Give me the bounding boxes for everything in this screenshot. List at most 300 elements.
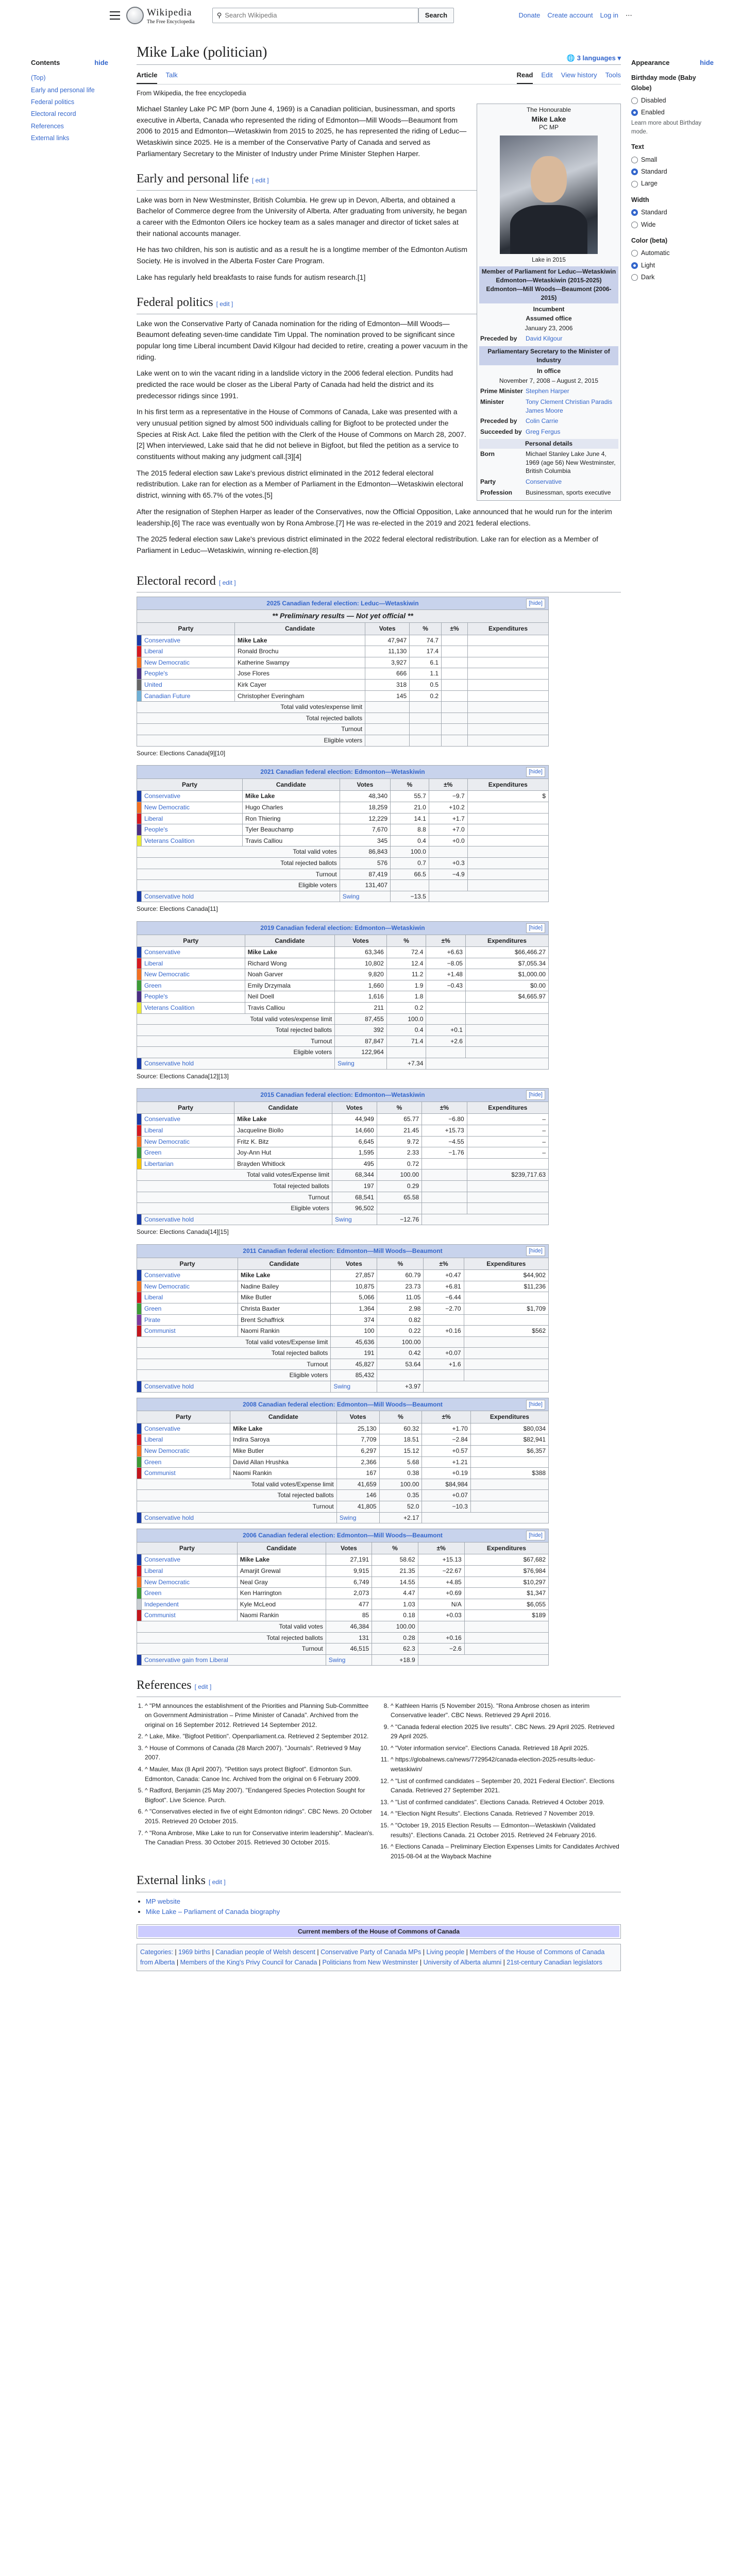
- table-hide-button[interactable]: [hide]: [526, 767, 545, 777]
- table-cell: [422, 1158, 467, 1170]
- table-row: [137, 1588, 549, 1599]
- table-cell: 68,541: [332, 1192, 377, 1203]
- table-cell: Mike Lake: [242, 791, 340, 802]
- party-color-swatch: [137, 635, 142, 646]
- table-cell: [442, 646, 468, 657]
- party-color-swatch: [137, 991, 142, 1003]
- table-cell: 27,857: [331, 1270, 377, 1281]
- table-cell: Mike Butler: [230, 1446, 336, 1457]
- table-cell[interactable]: Liberal: [142, 813, 243, 824]
- table-cell: [426, 1047, 466, 1058]
- preceded-by[interactable]: David Kilgour: [526, 334, 563, 342]
- table-cell[interactable]: Independent: [142, 1599, 238, 1610]
- table-cell[interactable]: Liberal: [142, 1125, 234, 1137]
- toc-item[interactable]: Federal politics: [31, 98, 75, 106]
- infobox: The Honourable Mike Lake PC MP Lake in 2015 Member of Parliament for Leduc—Wetaskiwin Edmonton—Wetaskiwin (2015-2025) Edmonton—Mill Woods—Beaumont (2006-2015) Incumbent Assumed office January 23, 2006 Preceded by David Kilgour Parliamentary Secretary to the Minister of Industry In office November 7, 2008 – August 2, 2015 Prime Minister Stephen Harper Minister Tony Clement Christian Paradis James Moore Preceded by Colin Carrie Succeeded by Greg Fergus Personal details Born Michael Stanley Lake June 4, 1969 (age 56) New Westminster, British Columbia Party Conservative Profession Businessman, sports executive: [477, 104, 621, 501]
- party-color-swatch: [137, 1381, 142, 1393]
- party-color-swatch: [137, 958, 142, 969]
- table-cell[interactable]: Communist: [142, 1326, 238, 1337]
- table-cell: Mike Lake: [245, 947, 335, 958]
- table-caption: [137, 1244, 549, 1258]
- edit-section-link[interactable]: [ edit ]: [194, 1683, 212, 1691]
- table-cell: [464, 1336, 548, 1348]
- appearance-option-width[interactable]: [631, 207, 714, 218]
- table-caption-text[interactable]: 2008 Canadian federal election: Edmonton—Mill Woods—Beaumont: [243, 1400, 443, 1408]
- table-cell[interactable]: Conservative: [142, 1423, 230, 1434]
- hold-label[interactable]: Conservative hold: [142, 1214, 332, 1225]
- table-cell[interactable]: New Democratic: [142, 1577, 238, 1588]
- table-cell: 100.00: [379, 1479, 422, 1490]
- table-cell: $82,941: [470, 1434, 548, 1446]
- tab-read[interactable]: Read: [517, 68, 533, 83]
- table-cell[interactable]: Conservative: [142, 635, 235, 646]
- table-row: [137, 635, 549, 646]
- totals-row: [137, 1370, 549, 1381]
- appearance-option-text[interactable]: [631, 178, 714, 190]
- category-link[interactable]: University of Alberta alumni: [423, 1958, 502, 1966]
- toc-item[interactable]: External links: [31, 134, 70, 142]
- table-cell: 66.5: [391, 869, 429, 880]
- category-link[interactable]: Members of the King's Privy Council for Canada: [180, 1958, 317, 1966]
- toc-item[interactable]: Electoral record: [31, 110, 76, 118]
- table-cell: 45,636: [331, 1336, 377, 1348]
- table-cell[interactable]: Liberal: [142, 958, 245, 969]
- totals-label: Eligible voters: [137, 735, 365, 747]
- table-hide-button[interactable]: [hide]: [526, 1090, 545, 1100]
- appearance-option-color[interactable]: [631, 272, 714, 283]
- party-color-swatch: [137, 1214, 142, 1225]
- totals-label: Turnout: [137, 724, 365, 735]
- table-cell[interactable]: Conservative: [142, 1270, 238, 1281]
- table-cell: 63,346: [335, 947, 387, 958]
- category-link[interactable]: Canadian people of Welsh descent: [215, 1948, 315, 1956]
- hold-label[interactable]: Conservative hold: [142, 1512, 337, 1523]
- column-header: Party: [137, 935, 245, 947]
- table-cell: 60.79: [377, 1270, 424, 1281]
- table-cell: 6,645: [332, 1136, 377, 1147]
- table-cell: [467, 824, 548, 836]
- table-cell: +0.16: [418, 1632, 464, 1643]
- table-cell: [410, 702, 442, 713]
- edit-section-link[interactable]: [ edit ]: [216, 300, 233, 308]
- table-cell: 11.05: [377, 1292, 424, 1303]
- table-cell[interactable]: Libertarian: [142, 1158, 234, 1170]
- election-table: [137, 921, 549, 1070]
- swing-label[interactable]: Swing: [335, 1058, 387, 1070]
- table-cell: 100.00: [377, 1336, 424, 1348]
- wikipedia-logo[interactable]: [126, 5, 195, 26]
- edit-section-link[interactable]: [ edit ]: [208, 1878, 226, 1886]
- user-menu-icon[interactable]: ⋯: [626, 11, 632, 19]
- table-cell: [467, 835, 548, 846]
- table-cell: +0.03: [418, 1610, 464, 1621]
- party-color-swatch: [137, 646, 142, 657]
- table-cell[interactable]: Green: [142, 1456, 230, 1468]
- toc-title: Contents: [31, 59, 60, 66]
- table-cell: 4.47: [372, 1588, 418, 1599]
- table-cell: 86,843: [340, 846, 390, 858]
- born: Michael Stanley Lake June 4, 1969 (age 56) New Westminster, British Columbia: [526, 450, 616, 475]
- swing-label[interactable]: Swing: [332, 1214, 377, 1225]
- totals-label: Total rejected ballots: [137, 857, 340, 869]
- appearance-option-birthday[interactable]: [631, 107, 714, 118]
- radio-icon[interactable]: [631, 168, 638, 175]
- table-cell[interactable]: Conservative: [142, 1114, 234, 1125]
- table-cell: 18.51: [379, 1434, 422, 1446]
- create-account-link[interactable]: Create account: [547, 11, 593, 19]
- table-cell: [465, 1025, 548, 1036]
- table-cell: −6.80: [422, 1114, 467, 1125]
- appearance-option-color[interactable]: [631, 260, 714, 272]
- table-cell: Naomi Rankin: [238, 1326, 331, 1337]
- search-input[interactable]: [225, 10, 400, 21]
- navbox-title[interactable]: Current members of the House of Commons of Canada: [138, 1926, 619, 1938]
- table-cell: $: [467, 791, 548, 802]
- table-cell[interactable]: Veterans Coalition: [142, 1003, 245, 1014]
- tab-edit[interactable]: Edit: [541, 71, 553, 79]
- swing-label[interactable]: Swing: [331, 1381, 377, 1393]
- table-cell: Hugo Charles: [242, 802, 340, 813]
- option-label: Small: [641, 156, 657, 163]
- table-cell: +4.85: [418, 1577, 464, 1588]
- table-cell: 0.7: [391, 857, 429, 869]
- table-cell: Christa Baxter: [238, 1303, 331, 1314]
- tab-talk[interactable]: Talk: [165, 71, 178, 79]
- table-cell: [442, 735, 468, 747]
- party[interactable]: Conservative: [526, 478, 562, 486]
- edit-section-link[interactable]: [ edit ]: [218, 579, 236, 586]
- totals-row: [137, 713, 549, 724]
- radio-icon[interactable]: [631, 250, 638, 257]
- party-color-swatch: [137, 1588, 142, 1599]
- table-cell: 87,455: [335, 1013, 387, 1025]
- table-cell: +0.57: [422, 1446, 470, 1457]
- table-cell: 0.42: [377, 1348, 424, 1359]
- main-menu-icon[interactable]: [110, 11, 120, 20]
- table-cell: [467, 869, 548, 880]
- table-hide-button[interactable]: [hide]: [526, 1531, 545, 1540]
- table-cell[interactable]: Conservative: [142, 947, 245, 958]
- minister[interactable]: Tony Clement Christian Paradis James Moore: [526, 398, 613, 414]
- table-cell: 191: [331, 1348, 377, 1359]
- hold-label[interactable]: Conservative hold: [142, 891, 340, 902]
- table-cell: [464, 1643, 548, 1655]
- table-cell[interactable]: United: [142, 680, 235, 691]
- hold-label[interactable]: Conservative gain from Liberal: [142, 1654, 326, 1666]
- prime-minister[interactable]: Stephen Harper: [526, 387, 569, 395]
- toc-hide-button[interactable]: hide: [94, 59, 108, 66]
- totals-label: Total rejected ballots: [137, 1632, 326, 1643]
- table-cell[interactable]: Canadian Future: [142, 690, 235, 702]
- preceded-by-2[interactable]: Colin Carrie: [526, 417, 559, 425]
- totals-row: [137, 880, 549, 891]
- column-header: %: [386, 935, 426, 947]
- table-cell: −4.9: [429, 869, 467, 880]
- navbox: [137, 1924, 621, 1939]
- table-cell: 0.5: [410, 680, 442, 691]
- column-header: Candidate: [242, 778, 340, 791]
- party-color-swatch: [137, 791, 142, 802]
- table-row: [137, 1114, 549, 1125]
- party-color-swatch: [137, 1326, 142, 1337]
- table-cell: 14,660: [332, 1125, 377, 1137]
- table-caption-text[interactable]: 2025 Canadian federal election: Leduc—Wetaskiwin: [266, 599, 419, 607]
- body-paragraph: The 2025 federal election saw Lake's previous district eliminated in the 2022 federal electoral redistribution. Lake ran for election as a Member of Parliament in Leduc—Wetaskiwin, winning re-election.[8]: [137, 535, 599, 554]
- table-cell: 6,749: [326, 1577, 372, 1588]
- table-of-contents: [31, 58, 108, 145]
- totals-row: [137, 702, 549, 713]
- table-cell[interactable]: New Democratic: [142, 657, 235, 668]
- swing-label[interactable]: Swing: [326, 1654, 372, 1666]
- table-cell[interactable]: Green: [142, 1588, 238, 1599]
- table-cell: Ronald Brochu: [235, 646, 365, 657]
- radio-icon[interactable]: [631, 222, 638, 228]
- table-cell: $67,682: [464, 1554, 548, 1566]
- swing-value: +3.97: [377, 1381, 424, 1393]
- toc-item[interactable]: References: [31, 122, 64, 130]
- table-cell: [422, 1203, 467, 1214]
- table-caption-text[interactable]: 2019 Canadian federal election: Edmonton—Wetaskiwin: [260, 924, 425, 931]
- table-cell: [467, 880, 548, 891]
- table-cell: [467, 1180, 548, 1192]
- category-link[interactable]: 1969 births: [178, 1948, 210, 1956]
- toc-item[interactable]: (Top): [31, 74, 46, 82]
- table-cell[interactable]: People's: [142, 824, 243, 836]
- table-cell: Ken Harrington: [237, 1588, 326, 1599]
- table-cell: 48,340: [340, 791, 390, 802]
- table-cell[interactable]: New Democratic: [142, 1281, 238, 1292]
- table-cell: 345: [340, 835, 390, 846]
- table-caption-text[interactable]: 2011 Canadian federal election: Edmonton—Mill Woods—Beaumont: [243, 1247, 443, 1255]
- appearance-option-text[interactable]: [631, 154, 714, 166]
- table-cell: [386, 1047, 426, 1058]
- table-cell: 1,616: [335, 991, 387, 1003]
- table-cell: −0.43: [426, 980, 466, 991]
- table-cell[interactable]: Green: [142, 1303, 238, 1314]
- table-row: [137, 980, 549, 991]
- table-cell: $66,466.27: [465, 947, 548, 958]
- totals-label: Total valid votes/expense limit: [137, 702, 365, 713]
- totals-row: [137, 1643, 549, 1655]
- column-header: Party: [137, 1101, 234, 1114]
- article-content: [137, 41, 621, 1971]
- edit-section-link[interactable]: [ edit ]: [251, 177, 269, 184]
- table-cell[interactable]: Liberal: [142, 1434, 230, 1446]
- table-row: [137, 1125, 549, 1137]
- table-cell: +6.81: [424, 1281, 464, 1292]
- party-color-swatch: [137, 947, 142, 958]
- header-row: [137, 1411, 549, 1423]
- search-button[interactable]: Search: [418, 8, 454, 23]
- category-link[interactable]: 21st-century Canadian legislators: [507, 1958, 602, 1966]
- column-header: Votes: [326, 1542, 372, 1554]
- table-cell: 41,805: [336, 1501, 379, 1513]
- hold-label[interactable]: Conservative hold: [142, 1381, 331, 1393]
- hold-row: [137, 1654, 549, 1666]
- table-cell: Kirk Cayer: [235, 680, 365, 691]
- radio-icon[interactable]: [631, 262, 638, 269]
- table-caption: [137, 921, 549, 935]
- category-link[interactable]: Conservative Party of Canada MPs: [321, 1948, 421, 1956]
- option-label: Large: [641, 180, 657, 188]
- swing-label[interactable]: Swing: [340, 891, 390, 902]
- hold-label[interactable]: Conservative hold: [142, 1058, 335, 1070]
- table-cell: 65.77: [377, 1114, 421, 1125]
- table-source: Source: Elections Canada[9][10]: [137, 749, 226, 757]
- tab-view-history[interactable]: View history: [561, 71, 597, 79]
- assumed-office-label: Assumed office: [526, 315, 572, 323]
- table-cell[interactable]: New Democratic: [142, 802, 243, 813]
- table-cell: [468, 690, 549, 702]
- radio-icon[interactable]: [631, 181, 638, 188]
- table-hide-button[interactable]: [hide]: [526, 1246, 545, 1256]
- table-caption-text[interactable]: 2015 Canadian federal election: Edmonton—Wetaskiwin: [260, 1091, 425, 1099]
- radio-icon[interactable]: [631, 157, 638, 163]
- language-button[interactable]: 🌐 3 languages ▾: [566, 54, 621, 62]
- table-cell: +0.19: [422, 1468, 470, 1479]
- totals-row: [137, 735, 549, 747]
- external-link[interactable]: MP website: [146, 1897, 180, 1905]
- table-cell: 100: [331, 1326, 377, 1337]
- party-color-swatch: [137, 1147, 142, 1159]
- party-color-swatch: [137, 1270, 142, 1281]
- toc-item[interactable]: Early and personal life: [31, 86, 95, 94]
- totals-label: Total valid votes: [137, 1621, 326, 1632]
- birthday-note-link[interactable]: Learn more about Birthday mode.: [631, 120, 702, 135]
- totals-row: [137, 869, 549, 880]
- appearance-option-width[interactable]: [631, 219, 714, 231]
- party-color-swatch: [137, 1314, 142, 1326]
- table-cell[interactable]: Pirate: [142, 1314, 238, 1326]
- reference-item: 1. ^ "PM announces the establishment of the Priorities and Planning Sub-Committee on Government Administration – Prime Minister of Canada". Archived from the original on 16 September 2012. Retrieved 14 September 2012.: [145, 1701, 375, 1730]
- column-header: Votes: [340, 778, 390, 791]
- totals-row: [137, 857, 549, 869]
- table-cell: 100.0: [386, 1013, 426, 1025]
- hold-row: [137, 1058, 549, 1070]
- table-cell: 12,229: [340, 813, 390, 824]
- table-cell[interactable]: Green: [142, 980, 245, 991]
- table-cell: −22.67: [418, 1565, 464, 1577]
- table-cell: 87,419: [340, 869, 390, 880]
- table-cell: Travis Calliou: [245, 1003, 335, 1014]
- table-cell: $7,055.34: [465, 958, 548, 969]
- table-cell[interactable]: Communist: [142, 1610, 238, 1621]
- external-link[interactable]: Mike Lake – Parliament of Canada biography: [146, 1907, 280, 1916]
- radio-icon[interactable]: [631, 274, 638, 281]
- swing-label[interactable]: Swing: [336, 1512, 379, 1523]
- succeeded-by[interactable]: Greg Fergus: [526, 428, 561, 436]
- table-cell[interactable]: People's: [142, 668, 235, 680]
- column-header: %: [377, 1258, 424, 1270]
- reference-item: 12. ^ "List of confirmed candidates – September 20, 2021 Federal Election". Elections Canada. Retrieved 27 September 2021.: [391, 1776, 621, 1795]
- table-cell[interactable]: Conservative: [142, 791, 243, 802]
- header-row: [137, 935, 549, 947]
- table-cell[interactable]: Conservative: [142, 1554, 238, 1566]
- login-link[interactable]: Log in: [600, 11, 618, 19]
- election-table: [137, 1088, 549, 1225]
- category-link[interactable]: Members of the House of Commons of Canada from Alberta: [140, 1948, 605, 1966]
- table-row: [137, 1423, 549, 1434]
- table-cell: [365, 702, 410, 713]
- column-header: ±%: [426, 935, 466, 947]
- table-cell: 0.2: [386, 1003, 426, 1014]
- table-hide-button[interactable]: [hide]: [526, 599, 545, 608]
- table-row: [137, 1136, 549, 1147]
- table-cell: [464, 1359, 548, 1370]
- table-cell: [468, 646, 549, 657]
- wordmark: Wikipedia: [147, 7, 192, 18]
- portrait-photo[interactable]: [500, 135, 598, 254]
- table-cell: 65.58: [377, 1192, 421, 1203]
- table-cell: 211: [335, 1003, 387, 1014]
- category-link[interactable]: Living people: [426, 1948, 465, 1956]
- table-cell[interactable]: New Democratic: [142, 969, 245, 980]
- table-cell: [467, 813, 548, 824]
- table-cell[interactable]: People's: [142, 991, 245, 1003]
- column-header: Party: [137, 1411, 230, 1423]
- table-cell[interactable]: Liberal: [142, 1292, 238, 1303]
- table-hide-button[interactable]: [hide]: [526, 1400, 545, 1410]
- table-caption-text[interactable]: 2021 Canadian federal election: Edmonton—Wetaskiwin: [260, 768, 425, 776]
- radio-icon[interactable]: [631, 97, 638, 104]
- table-cell[interactable]: New Democratic: [142, 1136, 234, 1147]
- table-row: [137, 1003, 549, 1014]
- table-cell: 146: [336, 1490, 379, 1501]
- totals-label: Total rejected ballots: [137, 1025, 335, 1036]
- table-cell: [442, 713, 468, 724]
- table-cell[interactable]: Liberal: [142, 1565, 238, 1577]
- table-cell[interactable]: Communist: [142, 1468, 230, 1479]
- totals-row: [137, 1479, 549, 1490]
- table-cell: 0.38: [379, 1468, 422, 1479]
- table-cell: $189: [464, 1610, 548, 1621]
- intro-paragraph: Michael Stanley Lake PC MP (born June 4, 1969) is a Canadian politician, businessman, and sports executive in Alberta, Canada who represented the riding of Edmonton—Mill Woods—Beaumont from 2006 to 2015 and Edmonton—Wetaskiwin from 2015 to 2025, he has represented the riding of Leduc—Wetaskiwin since 2025. He is a member of the Conservative Party of Canada and served as Parliamentary Secretary to the Minister of Industry under Prime Minister Stephen Harper.: [137, 104, 467, 158]
- table-cell: David Allan Hrushka: [230, 1456, 336, 1468]
- appearance-option-color[interactable]: [631, 247, 714, 259]
- table-hide-button[interactable]: [hide]: [526, 923, 545, 933]
- table-row: [137, 646, 549, 657]
- category-link[interactable]: Politicians from New Westminster: [322, 1958, 418, 1966]
- table-cell: +1.21: [422, 1456, 470, 1468]
- swing-value: −13.5: [391, 891, 429, 902]
- table-cell: 0.18: [372, 1610, 418, 1621]
- radio-icon[interactable]: [631, 109, 638, 116]
- table-cell: 576: [340, 857, 390, 869]
- appearance-option-text[interactable]: [631, 166, 714, 178]
- party-color-swatch: [137, 1158, 142, 1170]
- table-cell[interactable]: New Democratic: [142, 1446, 230, 1457]
- table-cell[interactable]: Liberal: [142, 646, 235, 657]
- appearance-hide-button[interactable]: hide: [700, 59, 714, 66]
- table-cell: [365, 713, 410, 724]
- appearance-option-birthday[interactable]: [631, 95, 714, 107]
- section-heading: Electoral record: [137, 574, 216, 588]
- table-cell: [391, 880, 429, 891]
- table-cell[interactable]: Green: [142, 1147, 234, 1159]
- tab-tools[interactable]: Tools: [605, 71, 621, 79]
- table-cell: 15.12: [379, 1446, 422, 1457]
- party-color-swatch: [137, 1577, 142, 1588]
- table-cell[interactable]: Veterans Coalition: [142, 835, 243, 846]
- donate-link[interactable]: Donate: [518, 11, 541, 19]
- tab-article[interactable]: Article: [137, 68, 157, 83]
- table-caption-text[interactable]: 2006 Canadian federal election: Edmonton—Mill Woods—Beaumont: [243, 1532, 443, 1539]
- table-cell: Joy-Ann Hut: [234, 1147, 332, 1159]
- radio-icon[interactable]: [631, 209, 638, 216]
- body-paragraph: Lake went on to win the vacant riding in a landslide victory in the 2006 federal election. Pundits had predicted the race would be closer as the Liberal Party of Canada had held the district and its predecessor ridings since 1991.: [137, 369, 453, 400]
- categories-label[interactable]: Categories:: [140, 1948, 173, 1956]
- column-header: ±%: [422, 1411, 470, 1423]
